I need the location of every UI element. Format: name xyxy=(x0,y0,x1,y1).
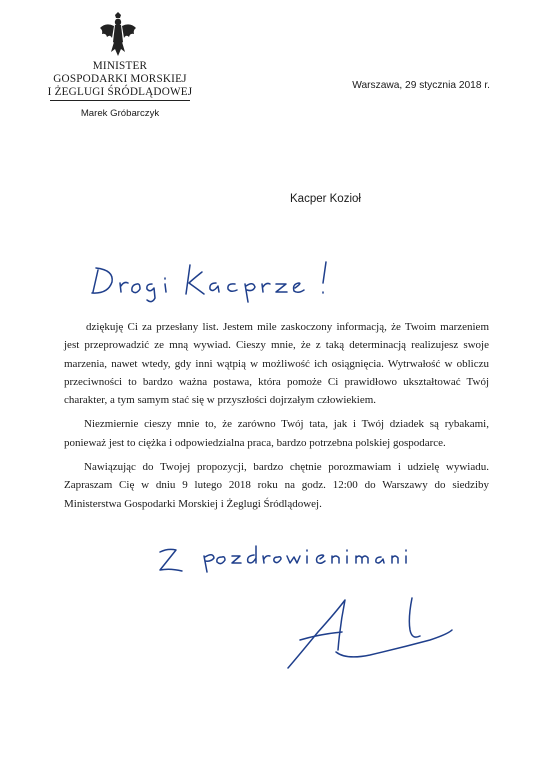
minister-name: Marek Gróbarczyk xyxy=(80,108,160,119)
eagle-emblem-icon xyxy=(98,12,138,58)
body-paragraph: dziękuję Ci za przesłany list. Jestem mile zaskoczony informacją, że Twoim marzeniem jest przeprowadzić ze mną wywiad. Cieszy mnie, że z taką determinacją realizujesz swoje marzenia, nawet wtedy, gdy inni wątpią w możliwość ich osiągnięcia. Wytrwałość w obliczu przeciwności to bardzo ważna postawa, która pomoże Ci prawidłowo ukształtować Twój charakter, a tym samym stać się w przyszłości dojrzałym człowiekiem. xyxy=(64,321,489,407)
handwritten-salutation xyxy=(92,262,326,302)
body-paragraph: Niezmiernie cieszy mnie to, że zarówno Twój tata, jak i Twój dziadek są rybakami, ponieważ jest to ciężka i odpowiedzialna praca, bardzo potrzebna polskiej gospodarce. xyxy=(64,418,489,449)
ministry-header xyxy=(40,60,200,101)
body-paragraph: Nawiązując do Twojej propozycji, bardzo chętnie porozmawiam i udzielę wywiadu. Zapraszam Cię w dniu 9 lutego 2018 roku na godz. 12:00 do Warszawy do siedziby Ministerstwa Gospodarki Morskiej i Żeglugi Śródlądowej. xyxy=(64,461,489,510)
place-date: Warszawa, 29 stycznia 2018 r. xyxy=(352,80,490,91)
letterhead-divider xyxy=(50,100,190,101)
handwritten-closing xyxy=(160,546,406,572)
ministry-line: MINISTER xyxy=(92,60,148,72)
recipient-name: Kacper Kozioł xyxy=(290,193,361,205)
ministry-line: I ŻEGLUGI ŚRÓDLĄDOWEJ xyxy=(47,86,193,98)
letter-body xyxy=(64,318,489,519)
handwritten-signature xyxy=(288,598,452,668)
ministry-line: GOSPODARKI MORSKIEJ xyxy=(53,73,187,85)
